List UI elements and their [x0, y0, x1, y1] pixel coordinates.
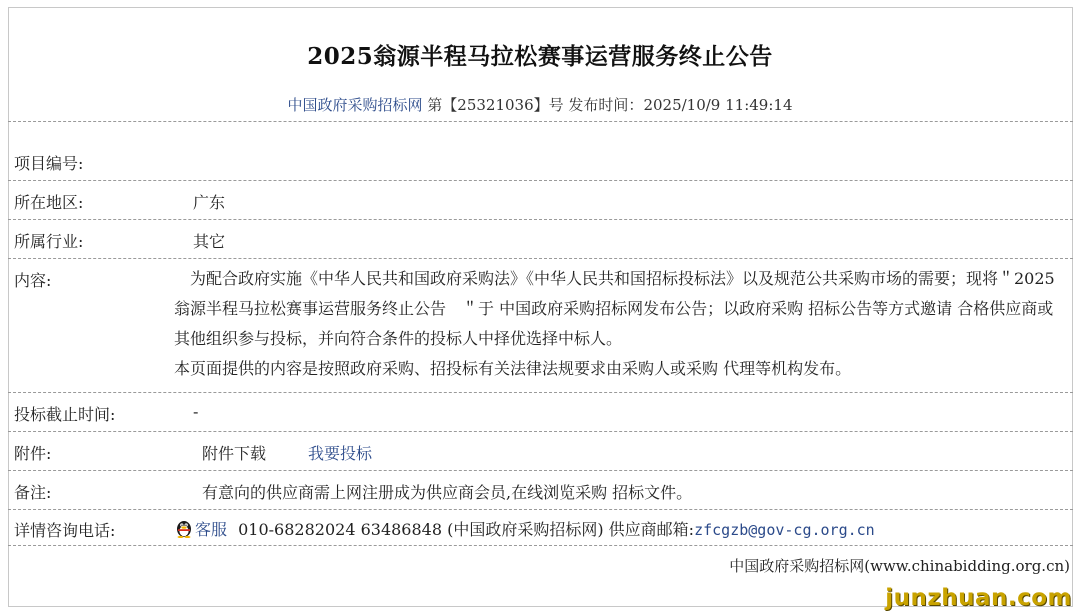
- project-number-label: 项目编号:: [14, 154, 84, 173]
- footer-site-credit: 中国政府采购招标网(www.chinabidding.org.cn): [729, 557, 1070, 575]
- contact-phones: 010-68282024 63486848 (中国政府采购招标网) 供应商邮箱:: [238, 520, 695, 539]
- industry-value: 其它: [193, 232, 226, 251]
- content-paragraph-1: 为配合政府实施《中华人民共和国政府采购法》《中华人民共和国招标投标法》以及规范公共采购市场的需要；现将＂2025翁源半程马拉松赛事运营服务终止公告 ＂于 中国政府采购招标网发布公告；以政府采购 招标公告等方式邀请 合格供应商或其他组织参与投标，并向符合条件的投标人中择优选择中标人。: [174, 269, 1055, 348]
- row-industry: [8, 219, 1073, 258]
- customer-service-link[interactable]: [174, 520, 232, 539]
- region-label: 所在地区:: [14, 193, 84, 212]
- publish-label: 发布时间：: [568, 96, 644, 114]
- row-remark: [8, 470, 1073, 509]
- page-title: 2025翁源半程马拉松赛事运营服务终止公告: [307, 43, 773, 70]
- attachment-download-link[interactable]: 附件下载: [202, 444, 267, 463]
- content-body: [174, 264, 1062, 384]
- bottom-divider: [8, 545, 1073, 546]
- content-paragraph-2: 本页面提供的内容是按照政府采购、招投标有关法律法规要求由采购人或采购 代理等机构发布。: [174, 359, 852, 378]
- industry-label: 所属行业:: [14, 232, 84, 251]
- deadline-label: 投标截止时间:: [14, 405, 116, 424]
- customer-service-label: 客服: [195, 520, 228, 539]
- row-project-number: [8, 121, 1073, 173]
- deadline-value: -: [193, 402, 199, 421]
- content-label: 内容:: [14, 271, 52, 290]
- remark-value: 有意向的供应商需上网注册成为供应商会员,在线浏览采购 招标文件。: [202, 483, 693, 502]
- qq-penguin-icon: [174, 518, 194, 538]
- row-deadline: [8, 392, 1073, 431]
- publish-time: 2025/10/9 11:49:14: [643, 96, 793, 114]
- row-attachment: [8, 431, 1073, 470]
- row-region: [8, 180, 1073, 219]
- row-contact: [8, 509, 1073, 545]
- bid-link[interactable]: 我要投标: [308, 444, 373, 463]
- attachment-label: 附件:: [14, 444, 52, 463]
- notice-meta: [0, 94, 1080, 115]
- site-watermark: junzhuan.com: [885, 585, 1072, 611]
- notice-number: 第【25321036】号: [427, 96, 564, 114]
- row-content: [8, 258, 1073, 392]
- region-value: 广东: [193, 193, 226, 212]
- contact-value: [174, 517, 875, 540]
- remark-label: 备注:: [14, 483, 52, 502]
- supplier-email-link[interactable]: zfcgzb@gov-cg.org.cn: [694, 521, 875, 539]
- source-name: 中国政府采购招标网: [287, 96, 423, 114]
- contact-label: 详情咨询电话:: [14, 521, 116, 540]
